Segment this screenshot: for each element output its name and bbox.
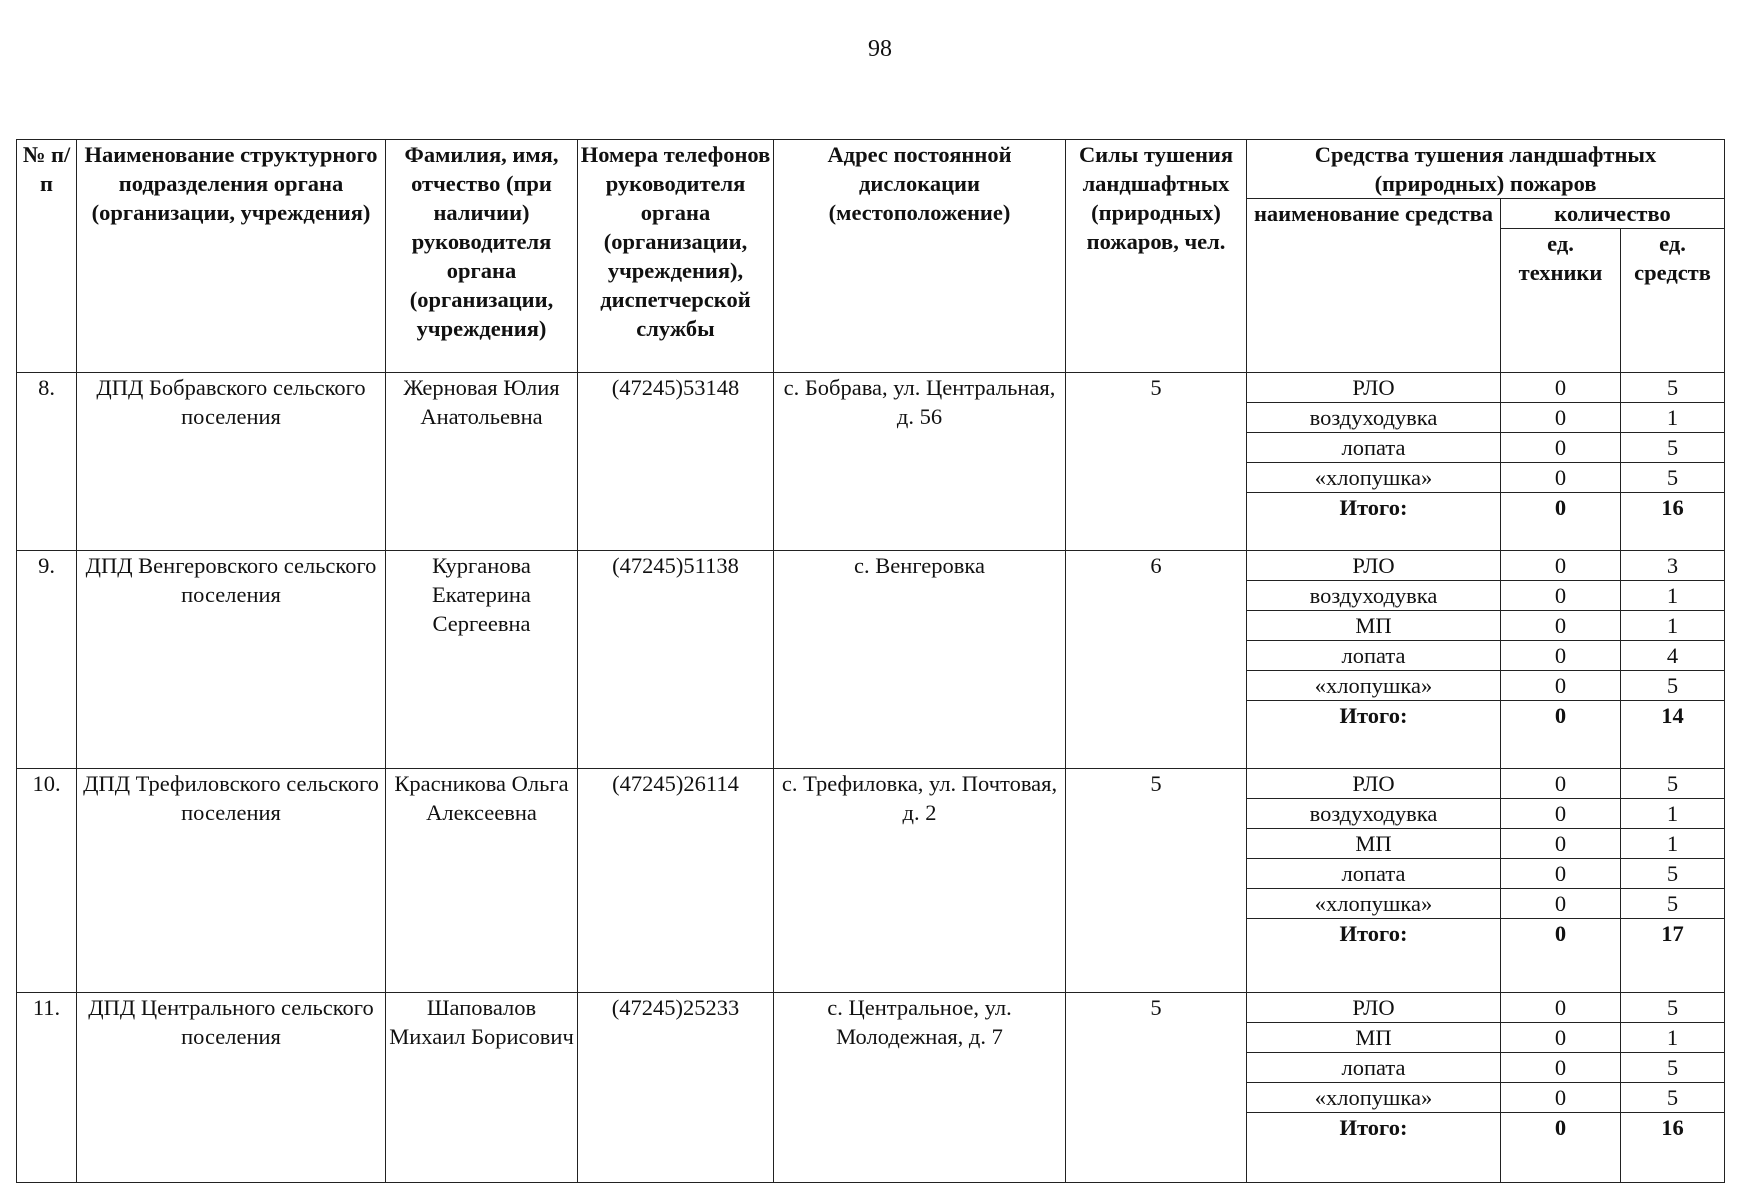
item-name: «хлопушка» [1247,671,1501,701]
item-name: воздуходувка [1247,799,1501,829]
cell-phone: (47245)51138 [578,551,774,769]
item-means: 1 [1621,611,1725,641]
item-means: 5 [1621,433,1725,463]
item-tech: 0 [1501,641,1621,671]
table-row [17,551,1725,581]
item-tech: 0 [1501,859,1621,889]
total-label: Итого: [1247,493,1501,551]
item-name: воздуходувка [1247,403,1501,433]
item-name: «хлопушка» [1247,1083,1501,1113]
cell-forces: 6 [1066,551,1247,769]
cell-phone: (47245)25233 [578,993,774,1183]
item-means: 5 [1621,373,1725,403]
total-label: Итого: [1247,701,1501,769]
item-means: 3 [1621,551,1725,581]
header-means-group: Средства тушения ландшафтных (природных) пожаров [1247,140,1725,199]
header-head: Фамилия, имя, отчество (при наличии) руководителя органа (организации, учреждения) [386,140,578,373]
total-means: 16 [1621,1113,1725,1183]
table-header [17,140,1725,373]
cell-num: 8. [17,373,77,551]
item-name: МП [1247,611,1501,641]
item-name: РЛО [1247,551,1501,581]
item-means: 5 [1621,671,1725,701]
header-qty-tech: ед. техники [1501,229,1621,373]
header-num: № п/п [17,140,77,373]
cell-address: с. Трефиловка, ул. Почтовая, д. 2 [774,769,1066,993]
total-tech: 0 [1501,1113,1621,1183]
item-tech: 0 [1501,463,1621,493]
cell-address: с. Венгеровка [774,551,1066,769]
header-phone: Номера телефонов руководителя органа (организации, учреждения), диспетчерской службы [578,140,774,373]
item-tech: 0 [1501,611,1621,641]
fire-means-table [16,139,1725,1183]
item-tech: 0 [1501,581,1621,611]
item-tech: 0 [1501,671,1621,701]
item-name: «хлопушка» [1247,889,1501,919]
item-means: 4 [1621,641,1725,671]
cell-forces: 5 [1066,373,1247,551]
page-number: 98 [868,36,892,62]
cell-num: 11. [17,993,77,1183]
item-means: 5 [1621,889,1725,919]
cell-name: ДПД Центрального сельского поселения [77,993,386,1183]
header-qty-means: ед. средств [1621,229,1725,373]
header-name: Наименование структурного подразделения органа (организации, учреждения) [77,140,386,373]
cell-address: с. Центральное, ул. Молодежная, д. 7 [774,993,1066,1183]
item-tech: 0 [1501,403,1621,433]
cell-phone: (47245)53148 [578,373,774,551]
total-tech: 0 [1501,493,1621,551]
total-means: 14 [1621,701,1725,769]
item-tech: 0 [1501,993,1621,1023]
item-name: «хлопушка» [1247,463,1501,493]
item-means: 5 [1621,993,1725,1023]
item-tech: 0 [1501,799,1621,829]
item-means: 1 [1621,403,1725,433]
item-name: лопата [1247,641,1501,671]
cell-forces: 5 [1066,993,1247,1183]
item-means: 5 [1621,859,1725,889]
item-name: лопата [1247,859,1501,889]
item-name: лопата [1247,1053,1501,1083]
cell-name: ДПД Бобравского сельского поселения [77,373,386,551]
table-row [17,993,1725,1023]
cell-num: 10. [17,769,77,993]
cell-name: ДПД Венгеровского сельского поселения [77,551,386,769]
item-tech: 0 [1501,1053,1621,1083]
total-tech: 0 [1501,919,1621,993]
item-means: 5 [1621,463,1725,493]
total-means: 16 [1621,493,1725,551]
header-forces: Силы тушения ландшафтных (природных) пожаров, чел. [1066,140,1247,373]
cell-phone: (47245)26114 [578,769,774,993]
item-tech: 0 [1501,1023,1621,1053]
item-tech: 0 [1501,829,1621,859]
item-means: 1 [1621,581,1725,611]
table-row [17,373,1725,403]
cell-forces: 5 [1066,769,1247,993]
total-label: Итого: [1247,919,1501,993]
item-tech: 0 [1501,889,1621,919]
item-tech: 0 [1501,373,1621,403]
header-address: Адрес постоянной дислокации (местоположение) [774,140,1066,373]
cell-head: Жерновая Юлия Анатольевна [386,373,578,551]
item-tech: 0 [1501,433,1621,463]
item-means: 5 [1621,769,1725,799]
item-name: РЛО [1247,993,1501,1023]
item-name: МП [1247,1023,1501,1053]
header-quantity: количество [1501,199,1725,229]
item-name: лопата [1247,433,1501,463]
item-means: 1 [1621,1023,1725,1053]
cell-num: 9. [17,551,77,769]
item-tech: 0 [1501,1083,1621,1113]
cell-address: с. Бобрава, ул. Центральная, д. 56 [774,373,1066,551]
item-name: РЛО [1247,373,1501,403]
table-body [17,373,1725,1183]
item-name: РЛО [1247,769,1501,799]
item-means: 1 [1621,799,1725,829]
item-name: воздуходувка [1247,581,1501,611]
cell-name: ДПД Трефиловского сельского поселения [77,769,386,993]
item-means: 5 [1621,1053,1725,1083]
item-name: МП [1247,829,1501,859]
total-tech: 0 [1501,701,1621,769]
item-means: 5 [1621,1083,1725,1113]
cell-head: Шаповалов Михаил Борисович [386,993,578,1183]
table-row [17,769,1725,799]
header-means-name: наименование средства [1247,199,1501,373]
total-means: 17 [1621,919,1725,993]
cell-head: Красникова Ольга Алексеевна [386,769,578,993]
total-label: Итого: [1247,1113,1501,1183]
item-means: 1 [1621,829,1725,859]
item-tech: 0 [1501,551,1621,581]
cell-head: Курганова Екатерина Сергеевна [386,551,578,769]
item-tech: 0 [1501,769,1621,799]
